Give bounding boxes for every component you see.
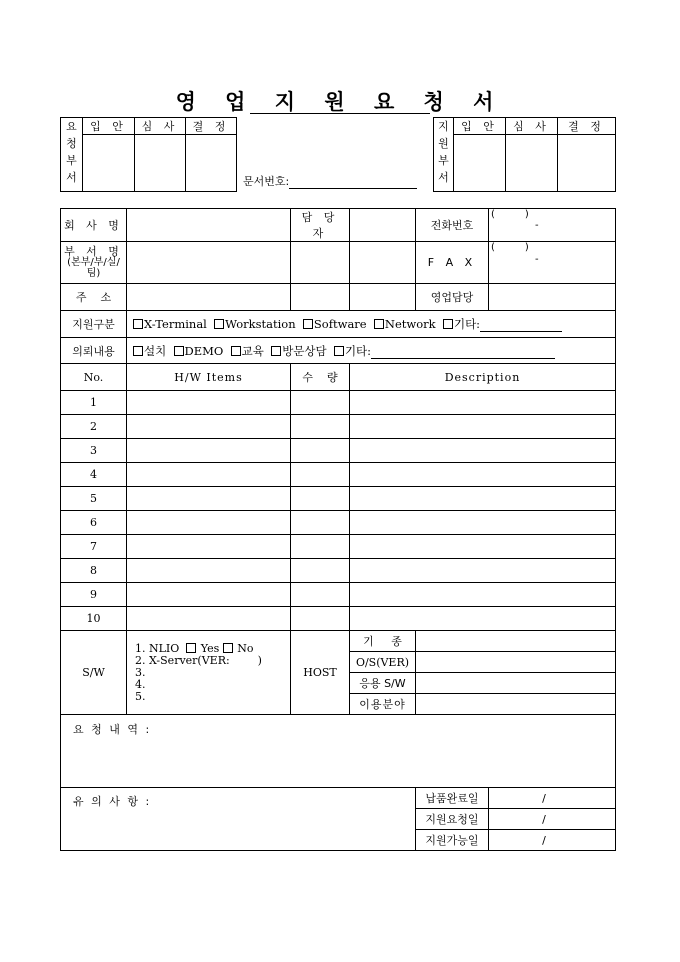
doc-number-field[interactable]: [289, 175, 417, 189]
date-field-delivery[interactable]: /: [489, 788, 616, 809]
items-header-description: Description: [350, 364, 616, 391]
host-field-label-usage: 이용분야: [350, 694, 416, 715]
manager-field[interactable]: [350, 209, 416, 242]
items-header-hw: H/W Items: [127, 364, 291, 391]
dept-field[interactable]: [127, 242, 291, 284]
checkbox-install[interactable]: [133, 346, 143, 356]
main-form-table: [60, 208, 616, 851]
date-field-requested[interactable]: /: [489, 809, 616, 830]
support-sign-box-draft[interactable]: [454, 135, 506, 192]
table-row: 6: [61, 511, 616, 535]
address-label: 주 소: [61, 284, 127, 311]
hw-item-cell[interactable]: [127, 607, 291, 631]
checkbox-training[interactable]: [231, 346, 241, 356]
support-approval-header-decision: 결 정: [558, 118, 616, 135]
sales-rep-label: 영업담당: [416, 284, 489, 311]
checkbox-demo[interactable]: [174, 346, 184, 356]
items-header-no: No.: [61, 364, 127, 391]
host-label: HOST: [291, 631, 350, 715]
manager-label: 담 당 자: [291, 209, 350, 242]
hw-item-cell[interactable]: [127, 535, 291, 559]
description-cell[interactable]: [350, 391, 616, 415]
approval-header-decision: 결 정: [186, 118, 237, 135]
qty-cell[interactable]: [291, 415, 350, 439]
qty-cell[interactable]: [291, 463, 350, 487]
date-label-requested: 지원요청일: [416, 809, 489, 830]
notes-area[interactable]: [61, 788, 416, 851]
approval-header-draft: 입 안: [83, 118, 135, 135]
title-underline: [250, 113, 430, 114]
request-type-label: 의뢰내용: [61, 338, 127, 364]
checkbox-visit[interactable]: [271, 346, 281, 356]
checkbox-support-other[interactable]: [443, 319, 453, 329]
notes-label: 유 의 사 항 :: [73, 795, 152, 808]
address-extra-field-2[interactable]: [350, 284, 416, 311]
support-type-label: 지원구분: [61, 311, 127, 338]
checkbox-nlio-no[interactable]: [223, 643, 233, 653]
dept-extra-field-1[interactable]: [291, 242, 350, 284]
table-row: 5: [61, 487, 616, 511]
checkbox-network[interactable]: [374, 319, 384, 329]
description-cell[interactable]: [350, 415, 616, 439]
doc-number-label: 문서번호:: [243, 174, 290, 188]
fax-label: F A X: [416, 242, 489, 284]
description-cell[interactable]: [350, 487, 616, 511]
date-label-delivery: 납품완료일: [416, 788, 489, 809]
description-cell[interactable]: [350, 463, 616, 487]
host-model-field[interactable]: [416, 631, 616, 652]
checkbox-workstation[interactable]: [214, 319, 224, 329]
support-sign-box-decision[interactable]: [558, 135, 616, 192]
request-other-field[interactable]: [371, 344, 555, 359]
hw-item-cell[interactable]: [127, 439, 291, 463]
date-label-available: 지원가능일: [416, 830, 489, 851]
checkbox-nlio-yes[interactable]: [186, 643, 196, 653]
qty-cell[interactable]: [291, 439, 350, 463]
sign-box-draft[interactable]: [83, 135, 135, 192]
hw-item-cell[interactable]: [127, 583, 291, 607]
description-cell[interactable]: [350, 535, 616, 559]
host-field-label-os: O/S(VER): [350, 652, 416, 673]
table-row: 8: [61, 559, 616, 583]
qty-cell[interactable]: [291, 487, 350, 511]
description-cell[interactable]: [350, 439, 616, 463]
phone-field[interactable]: ( ) -: [489, 209, 616, 242]
sign-box-review[interactable]: [135, 135, 186, 192]
table-row: 9: [61, 583, 616, 607]
qty-cell[interactable]: [291, 535, 350, 559]
approval-table: [60, 117, 616, 192]
company-label: 회 사 명: [61, 209, 127, 242]
hw-item-cell[interactable]: [127, 487, 291, 511]
support-sign-box-review[interactable]: [506, 135, 558, 192]
table-row: 7: [61, 535, 616, 559]
sign-box-decision[interactable]: [186, 135, 237, 192]
checkbox-x-terminal[interactable]: [133, 319, 143, 329]
support-approval-header-draft: 입 안: [454, 118, 506, 135]
hw-item-cell[interactable]: [127, 511, 291, 535]
sw-label: S/W: [61, 631, 127, 715]
host-field-label-model: 기 종: [350, 631, 416, 652]
host-usage-field[interactable]: [416, 694, 616, 715]
address-extra-field-1[interactable]: [291, 284, 350, 311]
date-field-available[interactable]: /: [489, 830, 616, 851]
description-cell[interactable]: [350, 583, 616, 607]
host-os-field[interactable]: [416, 652, 616, 673]
phone-label: 전화번호: [416, 209, 489, 242]
table-row: 1: [61, 391, 616, 415]
request-detail-label: 요 청 내 역 :: [73, 723, 152, 736]
hw-item-cell[interactable]: [127, 463, 291, 487]
approval-header-review: 심 사: [135, 118, 186, 135]
sales-rep-field[interactable]: [489, 284, 616, 311]
dept-label: 부 서 명 (본부/부/실/팀): [61, 242, 127, 284]
description-cell[interactable]: [350, 607, 616, 631]
support-approval-header-review: 심 사: [506, 118, 558, 135]
hw-item-cell[interactable]: [127, 391, 291, 415]
request-type-options: 설치 DEMO 교육 방문상담 기타:: [127, 338, 616, 364]
support-dept-vertical-label: 지 원 부 서: [434, 118, 454, 192]
qty-cell[interactable]: [291, 559, 350, 583]
table-row: 3: [61, 439, 616, 463]
table-row: 4: [61, 463, 616, 487]
qty-cell[interactable]: [291, 583, 350, 607]
qty-cell[interactable]: [291, 511, 350, 535]
dept-extra-field-2[interactable]: [350, 242, 416, 284]
host-app-field[interactable]: [416, 673, 616, 694]
page-title: 영 업 지 원 요 청 서: [175, 89, 505, 114]
doc-number-area: [237, 118, 434, 192]
description-cell[interactable]: [350, 511, 616, 535]
qty-cell[interactable]: [291, 391, 350, 415]
request-detail-area[interactable]: [61, 715, 616, 788]
table-row: 10: [61, 607, 616, 631]
qty-cell[interactable]: [291, 607, 350, 631]
request-dept-vertical-label: 요 청 부 서: [61, 118, 83, 192]
support-type-options: X-Terminal Workstation Software Network 기타:: [127, 311, 616, 338]
sw-details: 1. NLIO Yes No 2. X-Server(VER: ) 3. 4. 5.: [127, 631, 291, 715]
company-field[interactable]: [127, 209, 291, 242]
address-field[interactable]: [127, 284, 291, 311]
host-field-label-app: 응용 S/W: [350, 673, 416, 694]
hw-item-cell[interactable]: [127, 559, 291, 583]
support-other-field[interactable]: [480, 317, 562, 332]
hw-item-cell[interactable]: [127, 415, 291, 439]
description-cell[interactable]: [350, 559, 616, 583]
table-row: 2: [61, 415, 616, 439]
fax-field[interactable]: ( ) -: [489, 242, 616, 284]
items-header-qty: 수 량: [291, 364, 350, 391]
checkbox-request-other[interactable]: [334, 346, 344, 356]
checkbox-software[interactable]: [303, 319, 313, 329]
